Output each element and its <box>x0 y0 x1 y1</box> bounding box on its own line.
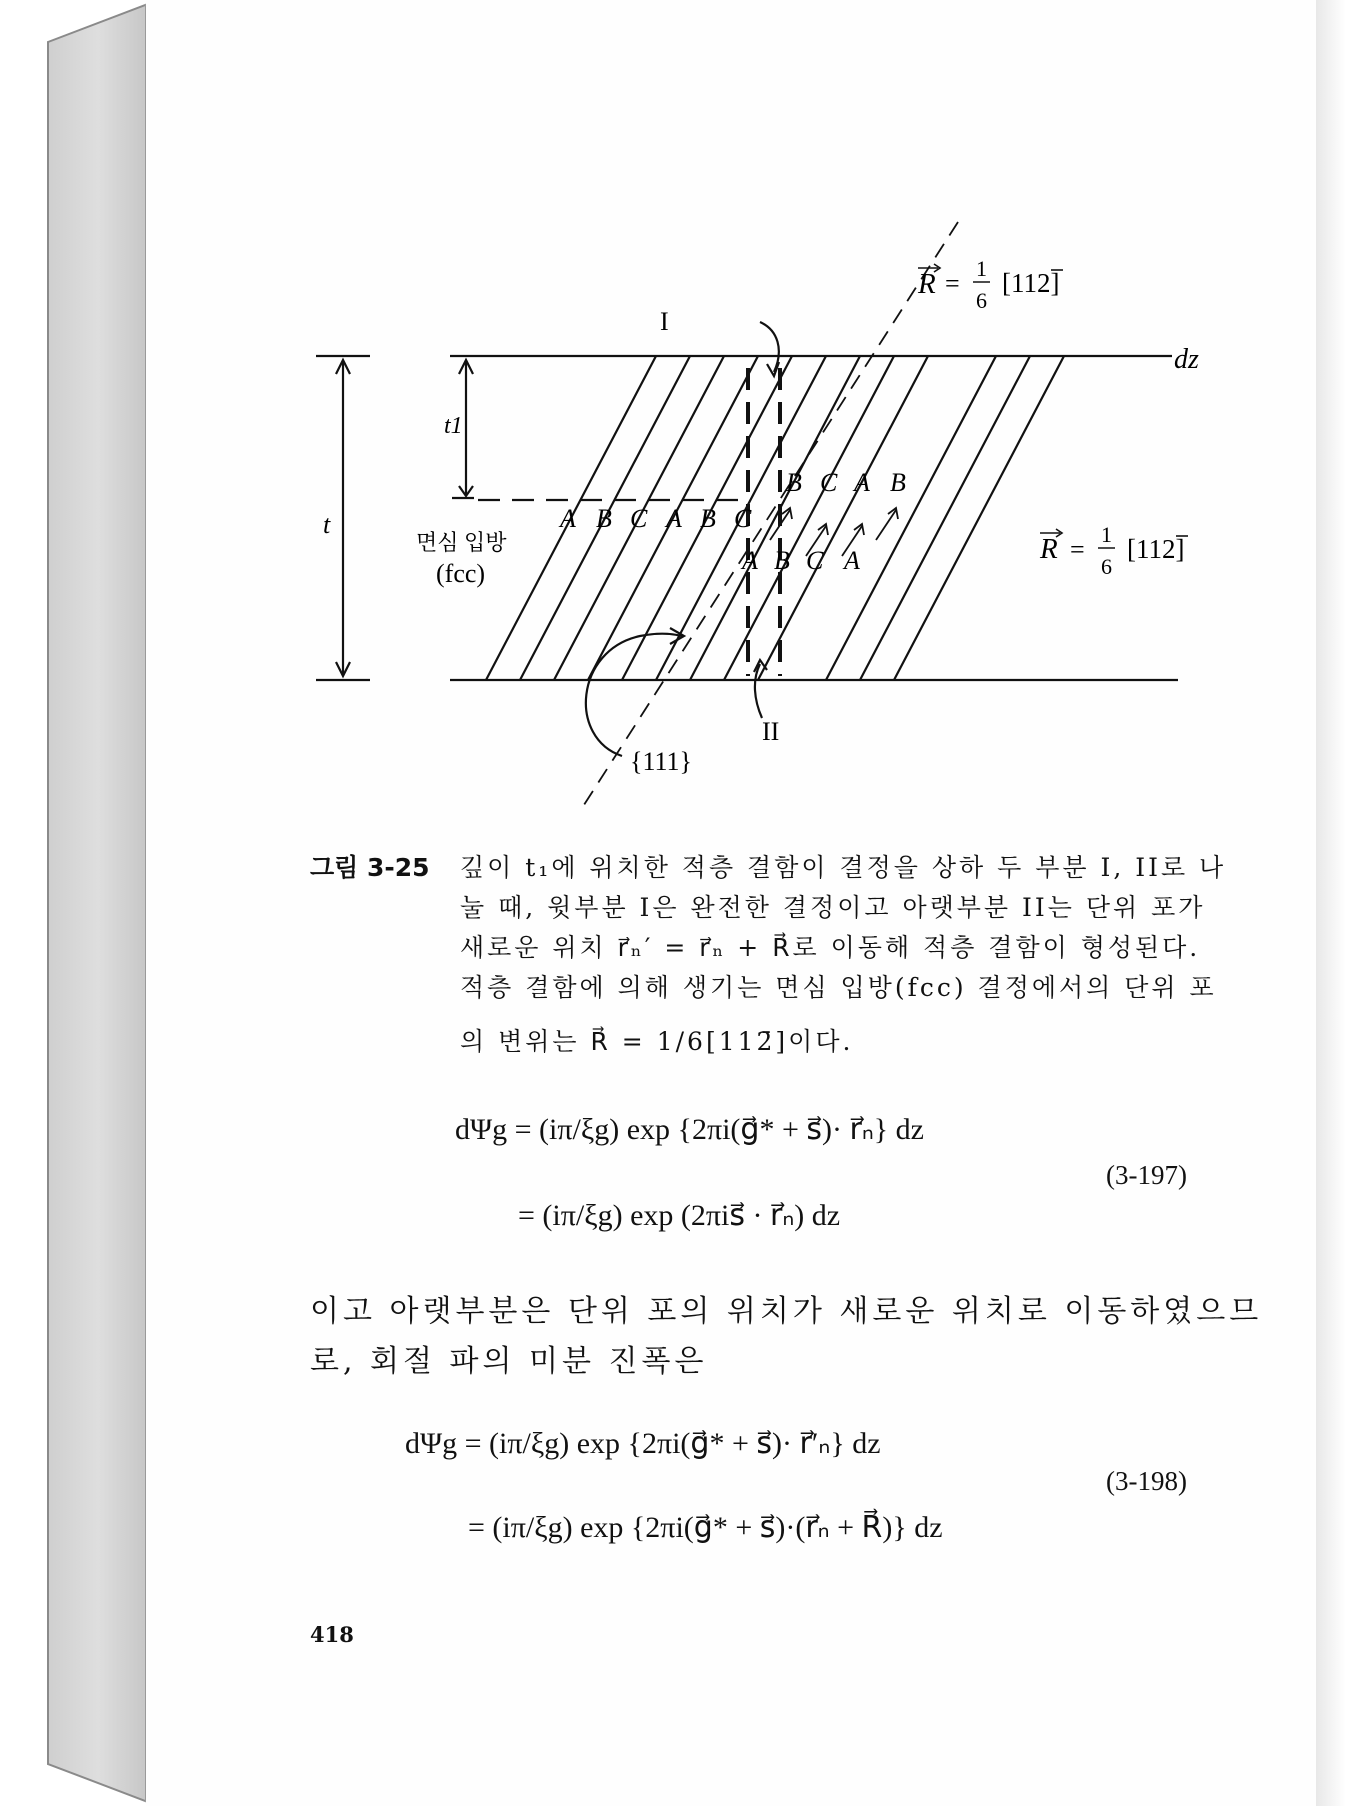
stacking-letter-right-lower-0: A <box>742 546 758 575</box>
svg-text:1: 1 <box>976 256 987 281</box>
svg-text:1: 1 <box>1101 522 1112 547</box>
label-fcc-ko: 면심 입방 <box>416 530 507 555</box>
caption-label: 그림 3-25 <box>310 853 430 882</box>
svg-text:R: R <box>1040 533 1058 565</box>
svg-text:6: 6 <box>976 288 987 313</box>
label-I-pointer <box>760 322 779 372</box>
caption-line-2: 눌 때, 윗부분 I은 완전한 결정이고 아랫부분 II는 단위 포가 <box>460 893 1206 922</box>
caption-line-1: 깊이 t₁에 위치한 적층 결함이 결정을 상하 두 부분 I, II로 나 <box>460 853 1227 882</box>
svg-text:=: = <box>1070 535 1085 564</box>
lattice-plane-line-12 <box>894 356 1064 680</box>
stacking-letter-right-upper-2: A <box>854 468 870 497</box>
stacking-letter-upper-4: B <box>700 504 716 533</box>
equation-3-198-line-1: dΨg = (iπ/ξg) exp {2πi(g⃗* + s⃗)· r⃗′ₙ} dz <box>405 1427 881 1460</box>
label-t: t <box>323 510 331 539</box>
label-t1: t1 <box>444 413 463 439</box>
caption-line-4: 적층 결함에 의해 생기는 면심 입방(fcc) 결정에서의 단위 포 <box>460 973 1217 1002</box>
stacking-letter-right-upper-0: B <box>786 468 802 497</box>
svg-text:R: R <box>918 268 936 300</box>
figure-3-25 <box>0 0 1346 830</box>
label-II-pointer-arrow <box>754 660 767 672</box>
stacking-letter-right-lower-3: A <box>844 546 860 575</box>
label-fcc-en: (fcc) <box>436 559 486 588</box>
stacking-letter-right-lower-2: C <box>806 546 824 575</box>
svg-text:[112]: [112] <box>1127 534 1185 564</box>
r-vector-label-right <box>1039 522 1188 579</box>
lattice-plane-line-8 <box>758 356 928 680</box>
caption-line-3: 새로운 위치 r⃗ₙ′ = r⃗ₙ + R⃗로 이동해 적층 결함이 형성된다. <box>460 933 1201 962</box>
equation-number-3-198: (3-198) <box>1106 1466 1187 1496</box>
body-text-line-2: 로, 회절 파의 미분 진폭은 <box>310 1344 708 1379</box>
stacking-letter-upper-2: C <box>630 504 648 533</box>
lattice-plane-line-10 <box>826 356 996 680</box>
stacking-letter-upper-3: A <box>666 504 682 533</box>
equation-number-3-197: (3-197) <box>1106 1160 1187 1190</box>
equation-3-197-line-2: = (iπ/ξg) exp (2πis⃗ · r⃗ₙ) dz <box>518 1199 841 1232</box>
stacking-letter-upper-5: C <box>734 504 752 533</box>
lattice-plane-line-11 <box>860 356 1030 680</box>
stacking-letter-upper-0: A <box>560 504 576 533</box>
body-text-line-1: 이고 아랫부분은 단위 포의 위치가 새로운 위치로 이동하였으므 <box>310 1294 1263 1329</box>
label-dz: dz <box>1174 344 1199 375</box>
svg-text:=: = <box>945 269 960 298</box>
label-plane-111: {111} <box>630 747 693 776</box>
displacement-arrow-3 <box>876 510 896 540</box>
stacking-letter-right-upper-3: B <box>890 468 906 497</box>
equation-3-197-line-1: dΨg = (iπ/ξg) exp {2πi(g⃗* + s⃗)· r⃗ₙ} dz <box>455 1113 924 1146</box>
equation-3-198-line-2: = (iπ/ξg) exp {2πi(g⃗* + s⃗)·(r⃗ₙ + R⃗)} dz <box>468 1511 943 1544</box>
stacking-letter-right-lower-1: B <box>774 546 790 575</box>
label-I-pointer-arrow <box>767 362 779 376</box>
caption-line-5: 의 변위는 R⃗ = 1/6[112̄]이다. <box>460 1027 854 1056</box>
label-I: I <box>660 307 669 336</box>
stacking-letter-right-upper-1: C <box>820 468 838 497</box>
label-II: II <box>762 717 780 746</box>
r-vector-label-top <box>917 256 1063 313</box>
stacking-letter-upper-1: B <box>596 504 612 533</box>
svg-text:6: 6 <box>1101 554 1112 579</box>
page-number: 418 <box>310 1622 354 1647</box>
plane-111-curved-arrow <box>586 634 682 756</box>
svg-text:[112]: [112] <box>1002 268 1060 298</box>
